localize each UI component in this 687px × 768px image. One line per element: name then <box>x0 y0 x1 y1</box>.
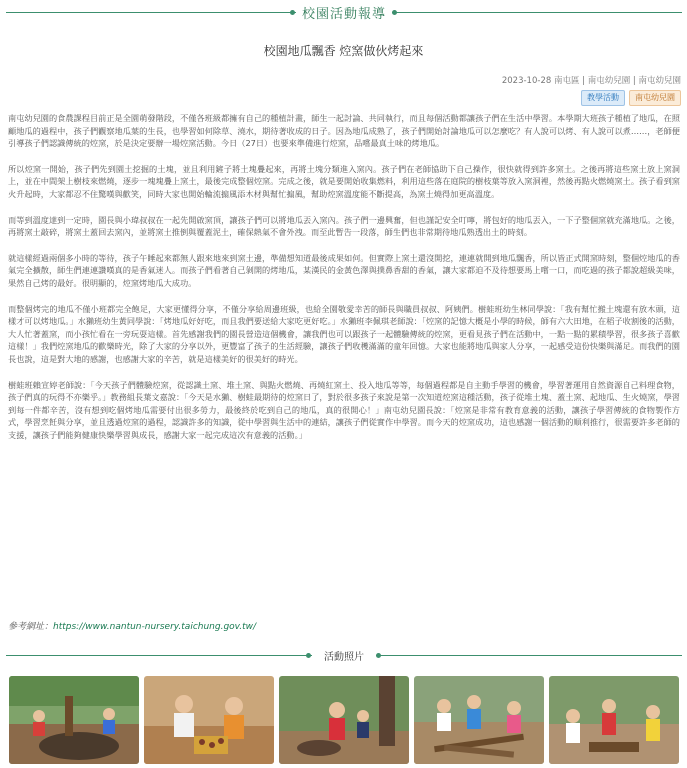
photo-3-image <box>279 676 409 764</box>
activity-photo-4[interactable] <box>414 676 544 764</box>
article-title: 校園地瓜飄香 焢窯做伙烤起來 <box>263 44 424 58</box>
header-divider-left <box>6 12 296 13</box>
photo-gallery <box>9 676 679 764</box>
article-paragraph: 南屯幼兒園的食農課程目前正是全園萌發階段，不僅各班級都擁有自己的種植計畫，師生一起討論、共同執行，而且每個活動都讓孩子們在生活中學習。本學期大班孩子種植了地瓜，在照顧地瓜的過程中，孩子們觀察地瓜葉的生長，也學習如何除草、澆水，期待著收成的日子。因為地瓜成熟了，孩子們開始討論地瓜可以怎麼吃？有人說可以烤、有人說可以煮……，老師便引導孩子們認識傳統的焢窯，於是決定要辦一場焢窯活動。今日（27日）也要來準備進行焢窯，品嚐最真土味的烤地瓜。 <box>8 113 680 149</box>
section-header <box>0 0 687 24</box>
article-paragraph: 而整個烤完的地瓜不僅小班都完全飽足，大家更懂得分享，不僅分享給周邊班級，也給全園敬愛幸苦的師長與職員叔叔、阿姨們。樹蛙班幼生林同學說：「我有幫忙搬土塊還有放木頭，這樣才可以烤地瓜。」水獺班幼生黃同學說：「烤地瓜好好吃，而且我們要送給大家吃更好吃。」水獺班李佩琪老師說：「焢窯的記憶大概是小學的時候，師有六大田地，在稻子收割後的活動，大人忙著蓋窯，而小孩忙看在一旁玩耍這樣。首先感謝我們的園長營造這個機會，讓我們也可以跟孩子一起體驗傳統的焢窯，更看見孩子們在活動中，一點一點的累積學習，很多孩子喜歡這樣！」我們焢窯地瓜的歡樂時光，除了大家的分享以外，更豐富了孩子的生活經驗，讓孩子們收穫滿滿的童年回憶。大家也能將地瓜與家人分享，一起感受這份快樂與滿足。而我們的園長也說，這是對大地的感謝，也感謝大家的辛苦，就是這樣美好的很美好的時光。 <box>8 303 680 364</box>
article-paragraph: 就這樣經過兩個多小時的等待，孩子午睡起來都無人跟來地來到窯土邊，準備想知道最後成果如何。但實際上窯土還沒開挖，連連就開到地瓜飄香，所以皆正式開窯時刻，整個焢地瓜的香氣完全擴散，師生們連連讚嘆真的是香氣迷人。而孩子們看著自己剝開的烤地瓜，某漢民的金黃色澤與撲鼻香甜的香氣，讓大家都迫不及待想要馬上嚐一口，而吃過的孩子都說超級美味，果然自己烤的最好。很明顯的，焢窯烤地瓜大成功。 <box>8 252 680 288</box>
activity-photo-3[interactable] <box>279 676 409 764</box>
reference-line <box>8 619 256 632</box>
tag-teaching-activity[interactable]: 教學活動 <box>581 90 625 106</box>
reference-label: 參考網址： <box>8 622 54 632</box>
article-paragraph: 所以焢窯一開始，孩子們先到園土挖掘的土塊，並且利用鏟子將土塊疊起來，再將土塊分類進入窯內。孩子們在老師協助下自己操作，很快就得到許多窯土。之後再將這些窯土放上窯洞上，並在中間架上樹枝來燃燒，逐步一塊塊疊上窯土，最後完成整個焢窯。完成之後，就是要開始收集燃料，利用這些落在庭院的樹枝葉等放入窯洞裡，然後再點火燃燒窯土。孩子看到窯火升起時，大家都忍不住驚嘆與歡笑，同時大家也開始輪流搧風添木材與幫忙搧風，幫助焢窯溫度能不斷提高，為窯土燒得加更高溫度。 <box>8 163 680 199</box>
section-title: 校園活動報導 <box>301 7 386 22</box>
article-paragraph: 樹蛙班賴宣婷老師說：「今天孩子們體驗焢窯，從認識土窯、堆土窯、與點火燃燒、再燒紅窯土、投入地瓜等等，每個過程都是自主動手學習的機會，學習著運用自然資源自己料理食物，孩子們真的玩得不亦樂乎。」教務組長葉文嘉說：「今天是水獺、樹蛙最期待的焢窯日了，對於很多孩子來說是第一次知道焢窯這種活動，孩子從堆土塊、蓋土窯、起地瓜、生火燒窯，學習到每一件都辛苦，沒有想到吃個烤地瓜需要付出很多勞力，最後終於吃到自己的地瓜，真的很開心！」南屯幼兒園長說：「焢窯是非常有教育意義的活動，讓孩子學習傳統的食物製作方式，學習烹飪與分享，並且透過焢窯的過程，認識許多的知識，從中學習與生活中的連結，讓孩子們從實作中學習。而今天的焢窯成功，這也感謝一個活動的順利推行，很需要許多老師的支援，讓孩子們能夠健康快樂學習與成長，感謝大家一起完成這次有意義的活動。」 <box>8 379 680 440</box>
activity-photo-2[interactable] <box>144 676 274 764</box>
article-tags <box>581 90 681 106</box>
header-divider-right <box>392 12 682 13</box>
photo-2-image <box>144 676 274 764</box>
article-body <box>8 112 680 454</box>
photo-section-header <box>0 644 687 666</box>
photo-1-image <box>9 676 139 764</box>
activity-photo-1[interactable] <box>9 676 139 764</box>
photo-divider-left <box>6 655 312 656</box>
article-meta: 2023-10-28 南屯區 | 南屯幼兒園 | 南屯幼兒園 <box>501 76 681 86</box>
tag-school-name[interactable]: 南屯幼兒園 <box>629 90 681 106</box>
header-dot-left <box>290 10 295 15</box>
photo-4-image <box>414 676 544 764</box>
activity-photo-5[interactable] <box>549 676 679 764</box>
reference-link[interactable]: https://www.nantun-nursery.taichung.gov.tw/ <box>53 622 257 632</box>
photo-5-image <box>549 676 679 764</box>
article-paragraph: 而等到溫度達到一定時，園長與小瑋叔叔在一起先開啟窯頂，讓孩子們可以將地瓜丟入窯內。孩子們一邊興奮，但也謹記安全叮嚀，將包好的地瓜丟入，一下子整個窯就充滿地瓜。之後，再將窯土敲碎，將窯土蓋回去窯內，並將窯土推倒與覆蓋泥土，確保熱氣不會外洩。而至此暫告一段落，師生們也非常期待地瓜熟透出土的時刻。 <box>8 214 680 238</box>
photo-dot-left <box>306 653 311 658</box>
photo-section-title: 活動照片 <box>324 652 364 663</box>
photo-divider-right <box>376 655 682 656</box>
